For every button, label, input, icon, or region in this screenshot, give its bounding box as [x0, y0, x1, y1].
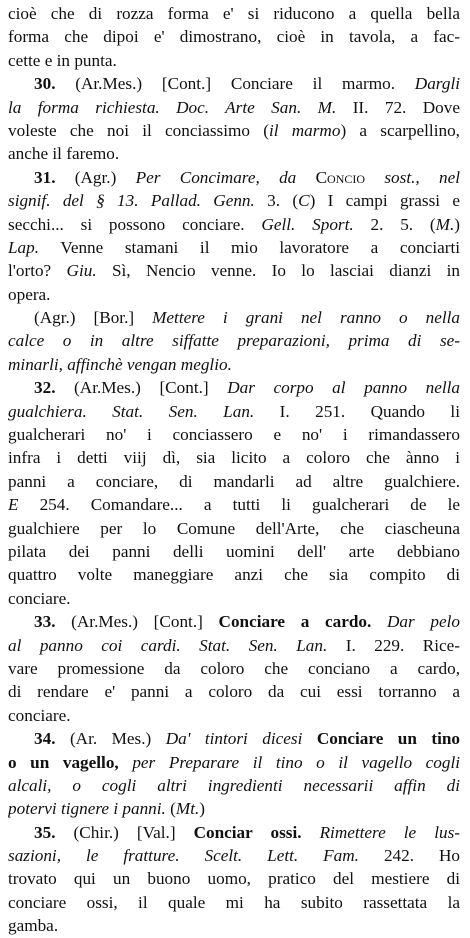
text-segment: I. 251. Quando li [254, 401, 460, 421]
text-segment [371, 612, 387, 631]
text-line [8, 49, 460, 72]
text-segment: 33. [34, 612, 56, 632]
text-segment: il marmo [268, 120, 341, 140]
text-line [8, 914, 460, 937]
text-line [8, 587, 460, 610]
text-line [8, 797, 460, 820]
text-segment: anche il faremo. [8, 144, 120, 164]
text-segment: Dargli [414, 74, 460, 94]
text-segment: Sì, Nencio venne. Io lo lasciai dianzi in [96, 261, 460, 281]
text-line [8, 891, 460, 914]
text-segment: E [8, 495, 19, 515]
text-segment: 35. [34, 822, 56, 842]
text-segment: Conciar ossi. [193, 822, 302, 842]
text-line [8, 142, 460, 165]
text-segment: gualchiera. Stat. Sen. Lan. [8, 401, 255, 421]
text-line [8, 189, 460, 212]
text-segment: voleste che noi il conciassimo ( [8, 120, 269, 140]
text-segment: Venne stamani il mio lavoratore a conciarti [39, 237, 460, 257]
text-line [8, 119, 460, 142]
text-line [8, 821, 460, 844]
text-line [8, 704, 460, 727]
text-segment [302, 729, 316, 748]
text-line [8, 259, 460, 282]
text-segment: (Agr.) [Bor.] [34, 308, 153, 328]
text-line [8, 423, 460, 446]
text-segment: Mt. [175, 799, 200, 819]
text-segment: Gell. Sport. [261, 214, 354, 234]
text-segment: 30. [34, 74, 56, 94]
text-segment: (Chir.) [Val.] [55, 822, 194, 842]
text-segment: Dar pelo [387, 612, 460, 632]
text-segment: 34. [34, 729, 56, 749]
text-segment: panni a conciare, di mandarli ad altre gualchiere. [8, 471, 460, 491]
text-segment: la forma richiesta. Doc. Arte San. M. [8, 97, 337, 117]
text-segment: Conciare un tino [316, 729, 460, 749]
text-segment: C [298, 191, 310, 211]
text-segment: Rimettere le lus- [319, 822, 460, 842]
text-line [8, 306, 460, 329]
text-line [8, 25, 460, 48]
text-line [8, 540, 460, 563]
text-segment: gualcherari no' i conciassero e no' i rimandassero [8, 425, 460, 445]
text-segment: cioè che di rozza forma e' si riducono a quella bella [8, 4, 460, 23]
text-segment: Mettere i grani nel ranno o nella [152, 308, 460, 328]
text-segment: minarli, affinchè vengan meglio. [8, 354, 232, 374]
text-segment: 254. Comandare... a tutti li gualcherari de le [18, 495, 460, 515]
text-segment: Dar corpo al panno nella [227, 378, 460, 398]
text-line [8, 470, 460, 493]
text-line [8, 236, 460, 259]
text-segment: sost., nel [365, 167, 460, 187]
text-line [8, 493, 460, 516]
text-segment: 2. 5. ( [353, 214, 436, 234]
text-segment: ) [199, 799, 205, 819]
text-segment [119, 753, 133, 772]
text-line [8, 213, 460, 236]
text-segment: conciare. [8, 588, 71, 608]
text-segment: al panno coi cardi. Stat. Sen. Lan. [8, 635, 328, 655]
text-line [8, 844, 460, 867]
text-line [8, 446, 460, 469]
text-segment: (Ar. Mes.) [55, 729, 166, 749]
text-segment: quattro volte maneggiare anzi che sia compito di [8, 565, 460, 585]
text-segment: 3. ( [254, 191, 299, 211]
text-segment: vare promessione da coloro che conciano a cardo, [8, 658, 460, 678]
text-segment: cette e in punta. [8, 50, 117, 70]
text-segment: (Agr.) [55, 167, 136, 187]
text-line [8, 751, 460, 774]
text-segment: 32. [34, 378, 56, 398]
text-segment [302, 823, 320, 842]
text-line [8, 680, 460, 703]
text-segment: (Ar.Mes.) [Cont.] [55, 378, 228, 398]
text-segment: sazioni, le fratture. Scelt. Lett. Fam. [8, 846, 359, 866]
text-segment: ) I campi grassi e [309, 191, 460, 211]
text-line [8, 563, 460, 586]
text-segment: 31. [34, 167, 56, 187]
text-segment: conciare ossi, il quale mi ha subito rassettata la [8, 892, 460, 912]
text-line [8, 72, 460, 95]
text-line [8, 657, 460, 680]
text-segment: opera. [8, 284, 51, 304]
text-segment: 242. Ho [358, 846, 460, 866]
text-segment: o un vagello, [8, 752, 119, 772]
text-segment: gualchiere per lo Comune dell'Arte, che ciascheuna [8, 518, 460, 538]
text-line [8, 2, 460, 25]
text-segment: ( [165, 799, 176, 819]
text-segment: di rendare e' panni a coloro da cui essi torranno a [8, 682, 460, 702]
text-segment: Giu. [66, 261, 97, 281]
text-segment: l'orto? [8, 261, 67, 281]
text-segment: Conciare a cardo. [218, 612, 372, 632]
text-line [8, 867, 460, 890]
text-segment: Lap. [8, 237, 40, 257]
text-segment: signif. del § 13. Pallad. Genn. [8, 191, 255, 211]
text-line [8, 166, 460, 189]
text-line [8, 353, 460, 376]
text-line [8, 400, 460, 423]
text-segment: infra i detti viij dì, sia licito a coloro che ànno i [8, 448, 460, 468]
text-segment: (Ar.Mes.) [Cont.] [55, 612, 219, 632]
text-segment: II. 72. Dove [336, 97, 460, 117]
text-line [8, 610, 460, 633]
text-line [8, 376, 460, 399]
text-segment: conciare. [8, 705, 71, 725]
text-segment: ) [454, 214, 460, 234]
text-segment: potervi tignere i panni. [8, 799, 166, 819]
text-segment: secchi... si possono conciare. [8, 214, 262, 234]
text-line [8, 517, 460, 540]
text-segment: calce o in altre siffatte preparazioni, prima di se- [8, 331, 460, 351]
text-line [8, 727, 460, 750]
text-segment: Concio [315, 167, 366, 187]
text-segment: M. [435, 214, 455, 234]
text-line [8, 283, 460, 306]
text-segment: pilata dei panni delli uomini dell' arte debbiano [8, 541, 460, 561]
text-segment: I. 229. Rice- [327, 635, 460, 655]
text-segment: gamba. [8, 916, 59, 936]
text-segment: per Preparare il tino o il vagello cogli [132, 752, 460, 772]
text-line [8, 329, 460, 352]
text-line [8, 634, 460, 657]
text-segment: ) a scarpellino, [340, 120, 460, 140]
text-segment: Da' tintori dicesi [165, 729, 303, 749]
text-segment: forma che dipoi e' dimostrano, cioè in tavola, a fac- [8, 27, 460, 47]
text-segment: alcali, o cogli altri ingredienti necessarii affin di [8, 775, 460, 795]
text-segment: trovato qui un buono uomo, pratico del mestiere di [8, 869, 460, 889]
text-segment: (Ar.Mes.) [Cont.] Conciare il marmo. [55, 74, 415, 94]
text-line [8, 96, 460, 119]
text-line [8, 774, 460, 797]
text-segment: Per Concimare, da [135, 167, 316, 187]
